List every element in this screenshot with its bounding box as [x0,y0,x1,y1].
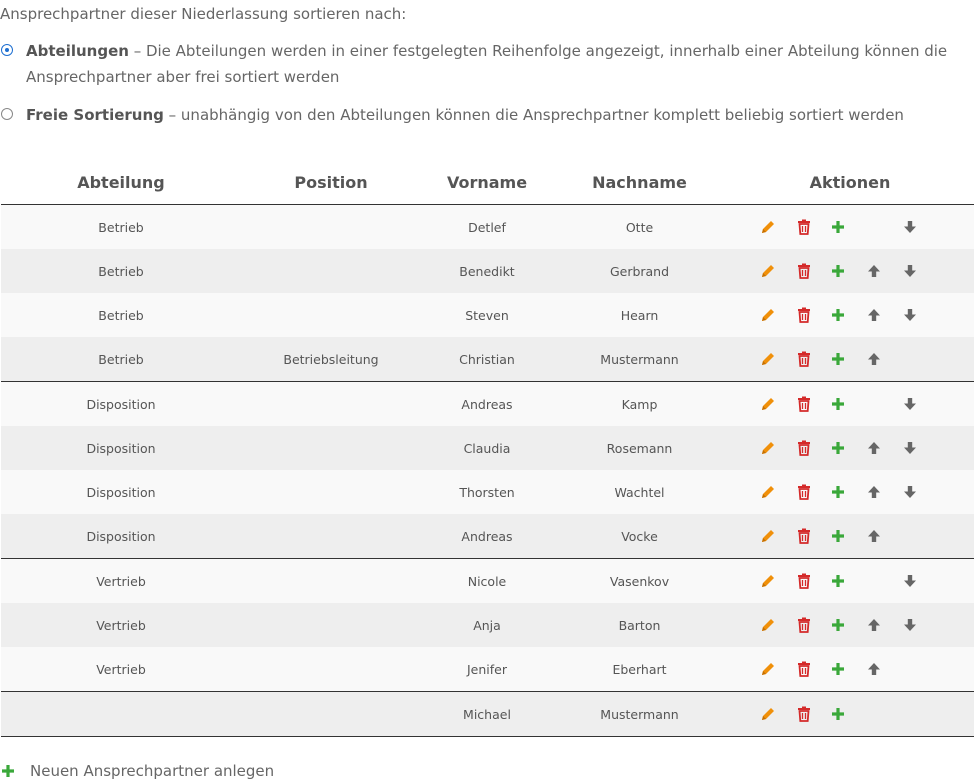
cell-vorname: Andreas [421,382,553,427]
plus-icon[interactable] [828,305,848,325]
plus-icon[interactable] [828,261,848,281]
cell-position [241,559,421,604]
cell-nachname: Rosemann [553,426,726,470]
cell-abteilung: Vertrieb [1,647,241,692]
option-departments-title: Abteilungen [26,42,129,60]
new-contact-button[interactable] [0,762,274,780]
cell-nachname: Gerbrand [553,249,726,293]
cell-abteilung: Betrieb [1,293,241,337]
header-vorname: Vorname [421,160,553,205]
arrow-down-icon[interactable] [900,438,920,458]
arrow-up-icon[interactable] [864,261,884,281]
trash-icon[interactable] [794,349,814,369]
cell-vorname: Nicole [421,559,553,604]
cell-actions [726,205,974,250]
cell-position [241,205,421,250]
arrow-up-icon[interactable] [864,482,884,502]
arrow-down-icon[interactable] [900,394,920,414]
cell-actions [726,337,974,382]
plus-icon[interactable] [828,349,848,369]
cell-actions [726,426,974,470]
contacts-table [1,160,974,737]
trash-icon[interactable] [794,217,814,237]
header-nachname: Nachname [553,160,726,205]
arrow-down-icon[interactable] [900,261,920,281]
header-abteilung: Abteilung [1,160,241,205]
table-row [1,692,974,737]
table-row [1,293,974,337]
header-position: Position [241,160,421,205]
arrow-up-icon[interactable] [864,659,884,679]
radio-free[interactable] [1,108,13,120]
cell-abteilung: Vertrieb [1,603,241,647]
pencil-icon[interactable] [758,261,778,281]
cell-abteilung: Vertrieb [1,559,241,604]
table-row [1,647,974,692]
trash-icon[interactable] [794,305,814,325]
trash-icon[interactable] [794,394,814,414]
cell-vorname: Detlef [421,205,553,250]
cell-actions [726,293,974,337]
cell-position: Betriebsleitung [241,337,421,382]
plus-icon[interactable] [828,615,848,635]
cell-actions [726,382,974,427]
arrow-up-icon[interactable] [864,526,884,546]
header-aktionen: Aktionen [726,160,974,205]
cell-actions [726,559,974,604]
cell-actions [726,603,974,647]
trash-icon[interactable] [794,438,814,458]
cell-nachname: Mustermann [553,337,726,382]
sort-intro: Ansprechpartner dieser Niederlassung sortieren nach: [0,5,407,23]
table-header-row [1,160,974,205]
table-row [1,470,974,514]
plus-icon[interactable] [828,217,848,237]
cell-position [241,692,421,737]
cell-nachname: Otte [553,205,726,250]
pencil-icon[interactable] [758,217,778,237]
cell-abteilung: Disposition [1,514,241,559]
pencil-icon[interactable] [758,349,778,369]
table-row [1,559,974,604]
pencil-icon[interactable] [758,704,778,724]
cell-abteilung [1,692,241,737]
cell-vorname: Christian [421,337,553,382]
cell-actions [726,249,974,293]
pencil-icon[interactable] [758,482,778,502]
cell-position [241,647,421,692]
cell-vorname: Benedikt [421,249,553,293]
option-departments-description: – Die Abteilungen werden in einer festgelegten Reihenfolge angezeigt, innerhalb einer Abteilung können die Ansprechpartner aber frei sortiert werden [26,42,948,86]
cell-nachname: Hearn [553,293,726,337]
arrow-up-icon[interactable] [864,438,884,458]
arrow-up-icon[interactable] [864,615,884,635]
cell-actions [726,692,974,737]
cell-abteilung: Betrieb [1,337,241,382]
cell-abteilung: Disposition [1,470,241,514]
plus-icon[interactable] [828,482,848,502]
trash-icon[interactable] [794,704,814,724]
plus-icon[interactable] [828,571,848,591]
cell-nachname: Vasenkov [553,559,726,604]
arrow-down-icon[interactable] [900,305,920,325]
cell-position [241,470,421,514]
table-row [1,426,974,470]
trash-icon[interactable] [794,659,814,679]
cell-abteilung: Disposition [1,426,241,470]
arrow-up-icon[interactable] [864,305,884,325]
cell-actions [726,470,974,514]
table-row [1,382,974,427]
cell-abteilung: Betrieb [1,249,241,293]
plus-icon[interactable] [828,394,848,414]
cell-nachname: Vocke [553,514,726,559]
cell-position [241,249,421,293]
pencil-icon[interactable] [758,615,778,635]
cell-vorname: Thorsten [421,470,553,514]
trash-icon[interactable] [794,261,814,281]
cell-position [241,382,421,427]
cell-vorname: Michael [421,692,553,737]
pencil-icon[interactable] [758,571,778,591]
table-row [1,205,974,250]
cell-vorname: Jenifer [421,647,553,692]
cell-vorname: Claudia [421,426,553,470]
arrow-down-icon[interactable] [900,217,920,237]
cell-vorname: Andreas [421,514,553,559]
pencil-icon[interactable] [758,394,778,414]
pencil-icon[interactable] [758,526,778,546]
option-free-description: – unabhängig von den Abteilungen können die Ansprechpartner komplett beliebig sortiert werden [163,106,904,124]
trash-icon[interactable] [794,526,814,546]
cell-nachname: Wachtel [553,470,726,514]
cell-actions [726,514,974,559]
cell-nachname: Kamp [553,382,726,427]
table-row [1,603,974,647]
cell-vorname: Anja [421,603,553,647]
plus-icon[interactable] [828,438,848,458]
plus-icon [0,763,16,779]
cell-abteilung: Disposition [1,382,241,427]
new-contact-label: Neuen Ansprechpartner anlegen [30,762,275,780]
trash-icon[interactable] [794,482,814,502]
plus-icon[interactable] [828,659,848,679]
cell-nachname: Eberhart [553,647,726,692]
cell-nachname: Mustermann [553,692,726,737]
cell-abteilung: Betrieb [1,205,241,250]
table-row [1,514,974,559]
radio-departments[interactable] [1,44,13,56]
trash-icon[interactable] [794,571,814,591]
cell-position [241,514,421,559]
pencil-icon[interactable] [758,305,778,325]
trash-icon[interactable] [794,615,814,635]
table-row [1,337,974,382]
arrow-down-icon[interactable] [900,615,920,635]
cell-position [241,426,421,470]
cell-nachname: Barton [553,603,726,647]
table-row [1,249,974,293]
plus-icon[interactable] [828,526,848,546]
pencil-icon[interactable] [758,438,778,458]
option-free-title: Freie Sortierung [26,106,164,124]
cell-position [241,603,421,647]
arrow-up-icon[interactable] [864,349,884,369]
cell-actions [726,647,974,692]
cell-position [241,293,421,337]
arrow-down-icon[interactable] [900,482,920,502]
plus-icon[interactable] [828,704,848,724]
arrow-down-icon[interactable] [900,571,920,591]
cell-vorname: Steven [421,293,553,337]
pencil-icon[interactable] [758,659,778,679]
